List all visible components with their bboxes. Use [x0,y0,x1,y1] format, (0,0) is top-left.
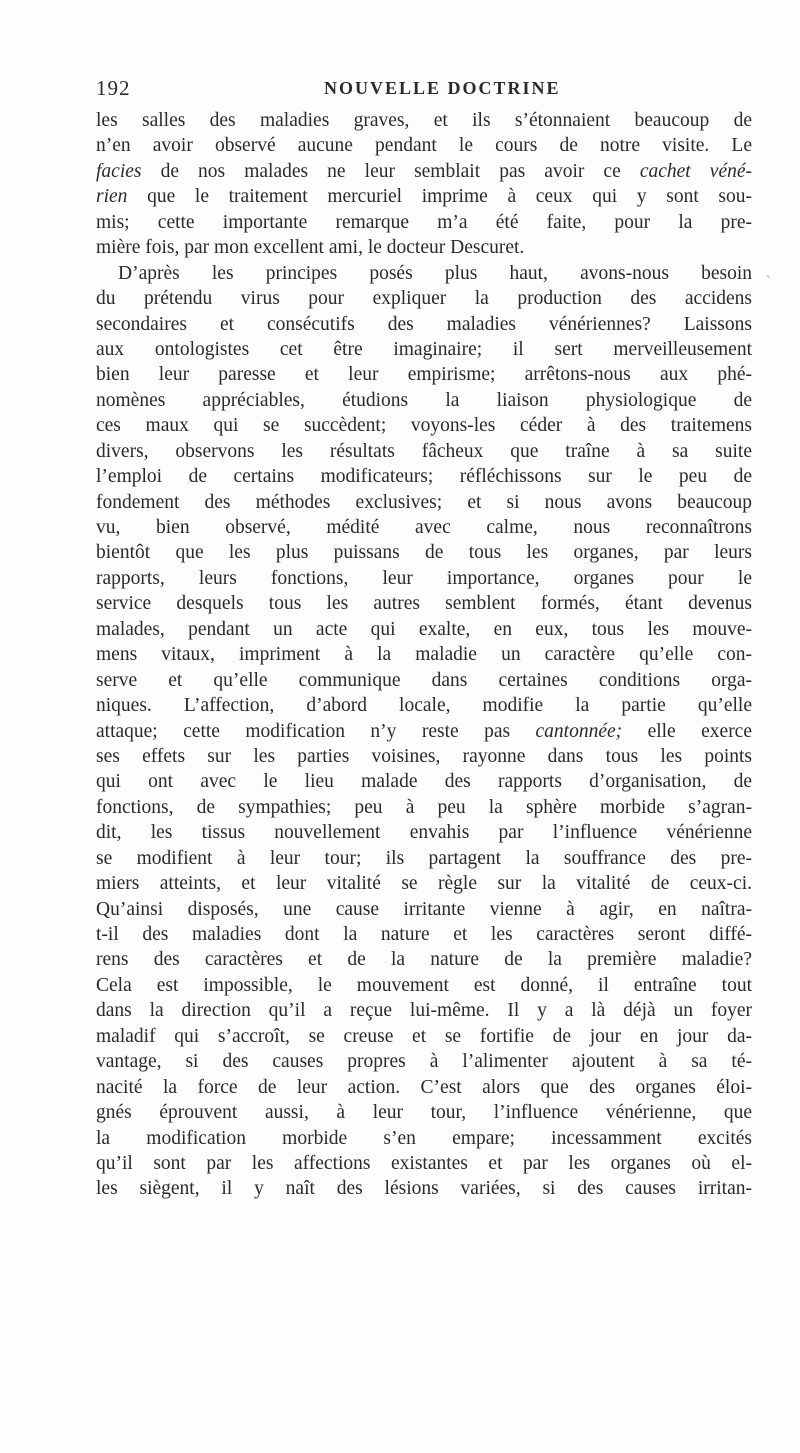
text-line: la modification morbide s’en empare; incessamment excités [96,1127,752,1149]
text-line: mens vitaux, impriment à la maladie un caractère qu’elle con- [96,644,752,666]
text-line: service desquels tous les autres semblent formés, étant devenus [96,593,752,615]
text-line: rapports, leurs fonctions, leur importance, organes pour le [96,567,752,589]
text-line: gnés éprouvent aussi, à leur tour, l’influence vénérienne, que [96,1102,752,1124]
text-line: malades, pendant un acte qui exalte, en eux, tous les mouve- [96,618,752,640]
text-line: Qu’ainsi disposés, une cause irritante vienne à agir, en naîtra- [96,898,752,920]
text-line: facies de nos malades ne leur semblait pas avoir ce cachet véné- [96,160,752,182]
text-line: n’en avoir observé aucune pendant le cours de notre visite. Le [96,135,752,157]
text-line: attaque; cette modification n’y reste pas cantonnée; elle exerce [96,720,752,742]
text-line: maladif qui s’accroît, se creuse et se fortifie de jour en jour da- [96,1025,752,1047]
text-line: rien que le traitement mercuriel imprime à ceux qui y sont sou- [96,186,752,208]
text-line: bien leur paresse et leur empirisme; arrêtons-nous aux phé- [96,364,752,386]
text-line: vu, bien observé, médité avec calme, nous reconnaîtrons [96,517,752,538]
margin-mark: ˏ [766,263,771,278]
text-line: les salles des maladies graves, et ils s’étonnaient beaucoup de [96,110,752,131]
text-line: divers, observons les résultats fâcheux que traîne à sa suite [96,440,752,462]
text-line: bientôt que les plus puissans de tous les organes, par leurs [96,542,752,564]
text-line: nomènes appréciables, étudions la liaison physiologique de [96,389,752,411]
text-line: dans la direction qu’il a reçue lui-même. Il y a là déjà un foyer [96,1000,752,1022]
text-line: ces maux qui se succèdent; voyons-les céder à des traitemens [96,415,752,437]
text-line: miers atteints, et leur vitalité se règle sur la vitalité de ceux-ci. [96,873,752,895]
text-line: t-il des maladies dont la nature et les caractères seront diffé- [96,924,752,945]
text-line: rens des caractères et de la nature de la première maladie? [96,949,752,971]
text-line: fonctions, de sympathies; peu à peu la sphère morbide s’agran- [96,796,752,818]
text-line: vantage, si des causes propres à l’alimenter ajoutent à sa té- [96,1051,752,1073]
body-text [96,108,752,1202]
text-line: fondement des méthodes exclusives; et si nous avons beaucoup [96,491,752,513]
text-line: aux ontologistes cet être imaginaire; il sert merveilleusement [96,338,752,360]
text-line: qui ont avec le lieu malade des rapports d’organisation, de [96,771,752,793]
running-title: NOUVELLE DOCTRINE [324,78,561,98]
text-line: niques. L’affection, d’abord locale, modifie la partie qu’elle [96,695,752,717]
text-line: Cela est impossible, le mouvement est donné, il entraîne tout [96,974,752,996]
text-line: nacité la force de leur action. C’est alors que des organes éloi- [96,1076,752,1098]
text-line: qu’il sont par les affections existantes et par les organes où el- [96,1152,752,1174]
text-line: ses effets sur les parties voisines, rayonne dans tous les points [96,745,752,767]
text-line: dit, les tissus nouvellement envahis par l’influence vénérienne [96,822,752,844]
text-line: serve et qu’elle communique dans certaines conditions orga- [96,669,752,691]
page-number: 192 [96,76,131,100]
text-line: les siègent, il y naît des lésions variées, si des causes irritan- [96,1178,752,1200]
text-line: l’emploi de certains modificateurs; réfléchissons sur le peu de [96,466,752,488]
text-line: secondaires et consécutifs des maladies vénériennes? Laissons [96,313,752,335]
running-head [96,76,756,102]
text-line: D’après les principes posés plus haut, avons-nous besoin [118,262,752,284]
text-line: du prétendu virus pour expliquer la production des accidens [96,288,752,310]
text-line: se modifient à leur tour; ils partagent la souffrance des pre- [96,847,752,869]
text-line: mis; cette importante remarque m’a été faite, pour la pre- [96,211,752,233]
text-line: mière fois, par mon excellent ami, le docteur Descuret. [96,237,525,259]
